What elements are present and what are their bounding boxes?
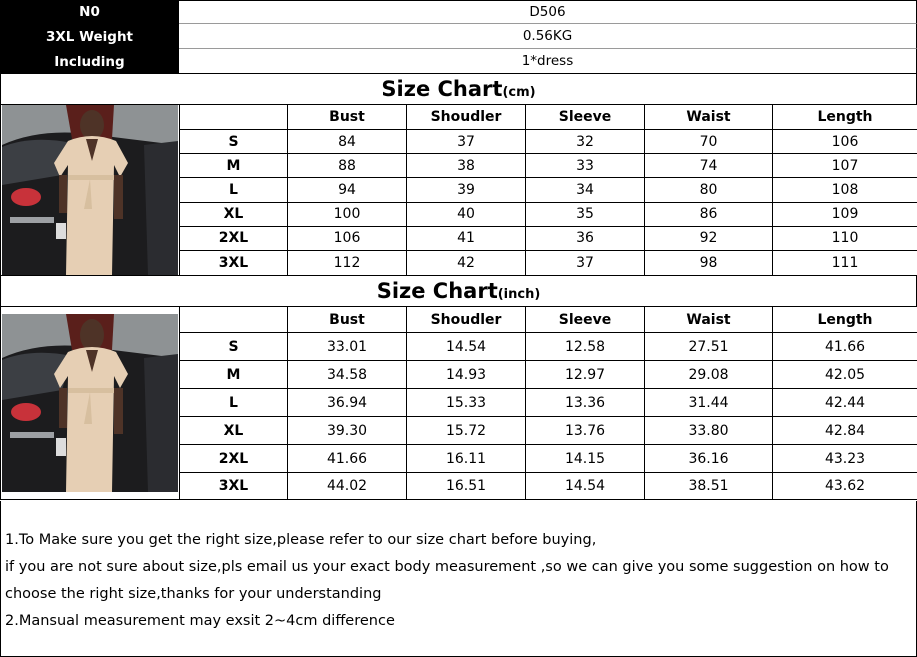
inch-col-header: Sleeve <box>526 307 645 333</box>
inch-size-table <box>0 306 917 500</box>
table-cell: 37 <box>407 130 526 154</box>
size-label: M <box>180 361 288 389</box>
size-label: XL <box>180 417 288 445</box>
inch-header-blank <box>180 307 288 333</box>
inch-unit-text: (inch) <box>497 286 541 302</box>
inch-header-row <box>1 307 917 333</box>
table-cell: 42.44 <box>773 389 917 417</box>
table-cell: 107 <box>773 154 917 178</box>
table-cell: 34 <box>526 178 645 202</box>
cm-size-table <box>0 104 917 276</box>
size-label: S <box>180 333 288 361</box>
table-cell: 80 <box>645 178 773 202</box>
table-cell: 37 <box>526 250 645 275</box>
including-value: 1*dress <box>179 49 917 74</box>
weight-value: 0.56KG <box>179 24 917 49</box>
table-cell: 27.51 <box>645 333 773 361</box>
table-cell: 86 <box>645 202 773 226</box>
weight-label: 3XL Weight <box>0 24 179 49</box>
table-cell: 13.76 <box>526 417 645 445</box>
table-cell: 88 <box>288 154 407 178</box>
size-label: S <box>180 130 288 154</box>
cm-title-text: Size Chart <box>381 77 503 101</box>
note-line: 1.To Make sure you get the right size,please refer to our size chart before buying, <box>5 532 597 548</box>
table-cell: 41.66 <box>288 445 407 473</box>
inch-chart-title <box>0 276 917 306</box>
table-cell: 36.16 <box>645 445 773 473</box>
cm-col-header: Waist <box>645 105 773 130</box>
table-cell: 38 <box>407 154 526 178</box>
table-cell: 111 <box>773 250 917 275</box>
table-cell: 40 <box>407 202 526 226</box>
table-cell: 13.36 <box>526 389 645 417</box>
note-line: 2.Mansual measurement may exsit 2~4cm difference <box>5 613 395 629</box>
table-cell: 39.30 <box>288 417 407 445</box>
cm-header-blank <box>180 105 288 130</box>
cm-col-header: Bust <box>288 105 407 130</box>
table-cell: 106 <box>288 226 407 250</box>
cm-col-header: Shoudler <box>407 105 526 130</box>
table-cell: 70 <box>645 130 773 154</box>
table-cell: 33 <box>526 154 645 178</box>
table-cell: 74 <box>645 154 773 178</box>
table-cell: 12.58 <box>526 333 645 361</box>
table-cell: 29.08 <box>645 361 773 389</box>
table-cell: 42.05 <box>773 361 917 389</box>
product-photo <box>2 105 178 275</box>
cm-col-header: Sleeve <box>526 105 645 130</box>
table-cell: 98 <box>645 250 773 275</box>
table-cell: 110 <box>773 226 917 250</box>
inch-col-header: Bust <box>288 307 407 333</box>
table-cell: 43.62 <box>773 473 917 500</box>
table-cell: 16.51 <box>407 473 526 500</box>
size-notes <box>0 501 917 657</box>
table-cell: 38.51 <box>645 473 773 500</box>
table-cell: 39 <box>407 178 526 202</box>
table-cell: 15.33 <box>407 389 526 417</box>
including-label: Including <box>0 49 179 74</box>
table-cell: 41.66 <box>773 333 917 361</box>
table-cell: 14.54 <box>407 333 526 361</box>
table-cell: 43.23 <box>773 445 917 473</box>
table-cell: 16.11 <box>407 445 526 473</box>
table-cell: 15.72 <box>407 417 526 445</box>
table-cell: 106 <box>773 130 917 154</box>
inch-title-text: Size Chart <box>376 279 498 303</box>
no-value: D506 <box>179 0 917 24</box>
size-label: L <box>180 178 288 202</box>
cm-photo-cell <box>1 105 180 276</box>
size-label: 3XL <box>180 473 288 500</box>
table-cell: 35 <box>526 202 645 226</box>
table-cell: 14.54 <box>526 473 645 500</box>
table-cell: 92 <box>645 226 773 250</box>
table-cell: 108 <box>773 178 917 202</box>
cm-header-row <box>1 105 917 130</box>
table-cell: 44.02 <box>288 473 407 500</box>
table-cell: 42.84 <box>773 417 917 445</box>
table-cell: 100 <box>288 202 407 226</box>
inch-photo-cell <box>1 307 180 500</box>
size-label: 2XL <box>180 226 288 250</box>
inch-col-header: Shoudler <box>407 307 526 333</box>
table-cell: 14.15 <box>526 445 645 473</box>
table-cell: 12.97 <box>526 361 645 389</box>
size-label: M <box>180 154 288 178</box>
table-cell: 34.58 <box>288 361 407 389</box>
table-cell: 33.01 <box>288 333 407 361</box>
table-cell: 32 <box>526 130 645 154</box>
inch-col-header: Length <box>773 307 917 333</box>
cm-col-header: Length <box>773 105 917 130</box>
size-label: XL <box>180 202 288 226</box>
table-cell: 31.44 <box>645 389 773 417</box>
table-cell: 42 <box>407 250 526 275</box>
note-line: choose the right size,thanks for your understanding <box>5 586 382 602</box>
size-label: 2XL <box>180 445 288 473</box>
note-line: if you are not sure about size,pls email us your exact body measurement ,so we can give you some suggestion on how to <box>5 559 889 575</box>
table-cell: 112 <box>288 250 407 275</box>
table-cell: 109 <box>773 202 917 226</box>
table-cell: 36.94 <box>288 389 407 417</box>
table-cell: 36 <box>526 226 645 250</box>
table-cell: 14.93 <box>407 361 526 389</box>
size-label: 3XL <box>180 250 288 275</box>
table-cell: 94 <box>288 178 407 202</box>
table-cell: 84 <box>288 130 407 154</box>
table-cell: 33.80 <box>645 417 773 445</box>
cm-chart-title <box>0 74 917 104</box>
table-cell: 41 <box>407 226 526 250</box>
cm-unit-text: (cm) <box>502 84 536 100</box>
no-label: N0 <box>0 0 179 24</box>
size-label: L <box>180 389 288 417</box>
inch-col-header: Waist <box>645 307 773 333</box>
product-photo <box>2 314 178 492</box>
